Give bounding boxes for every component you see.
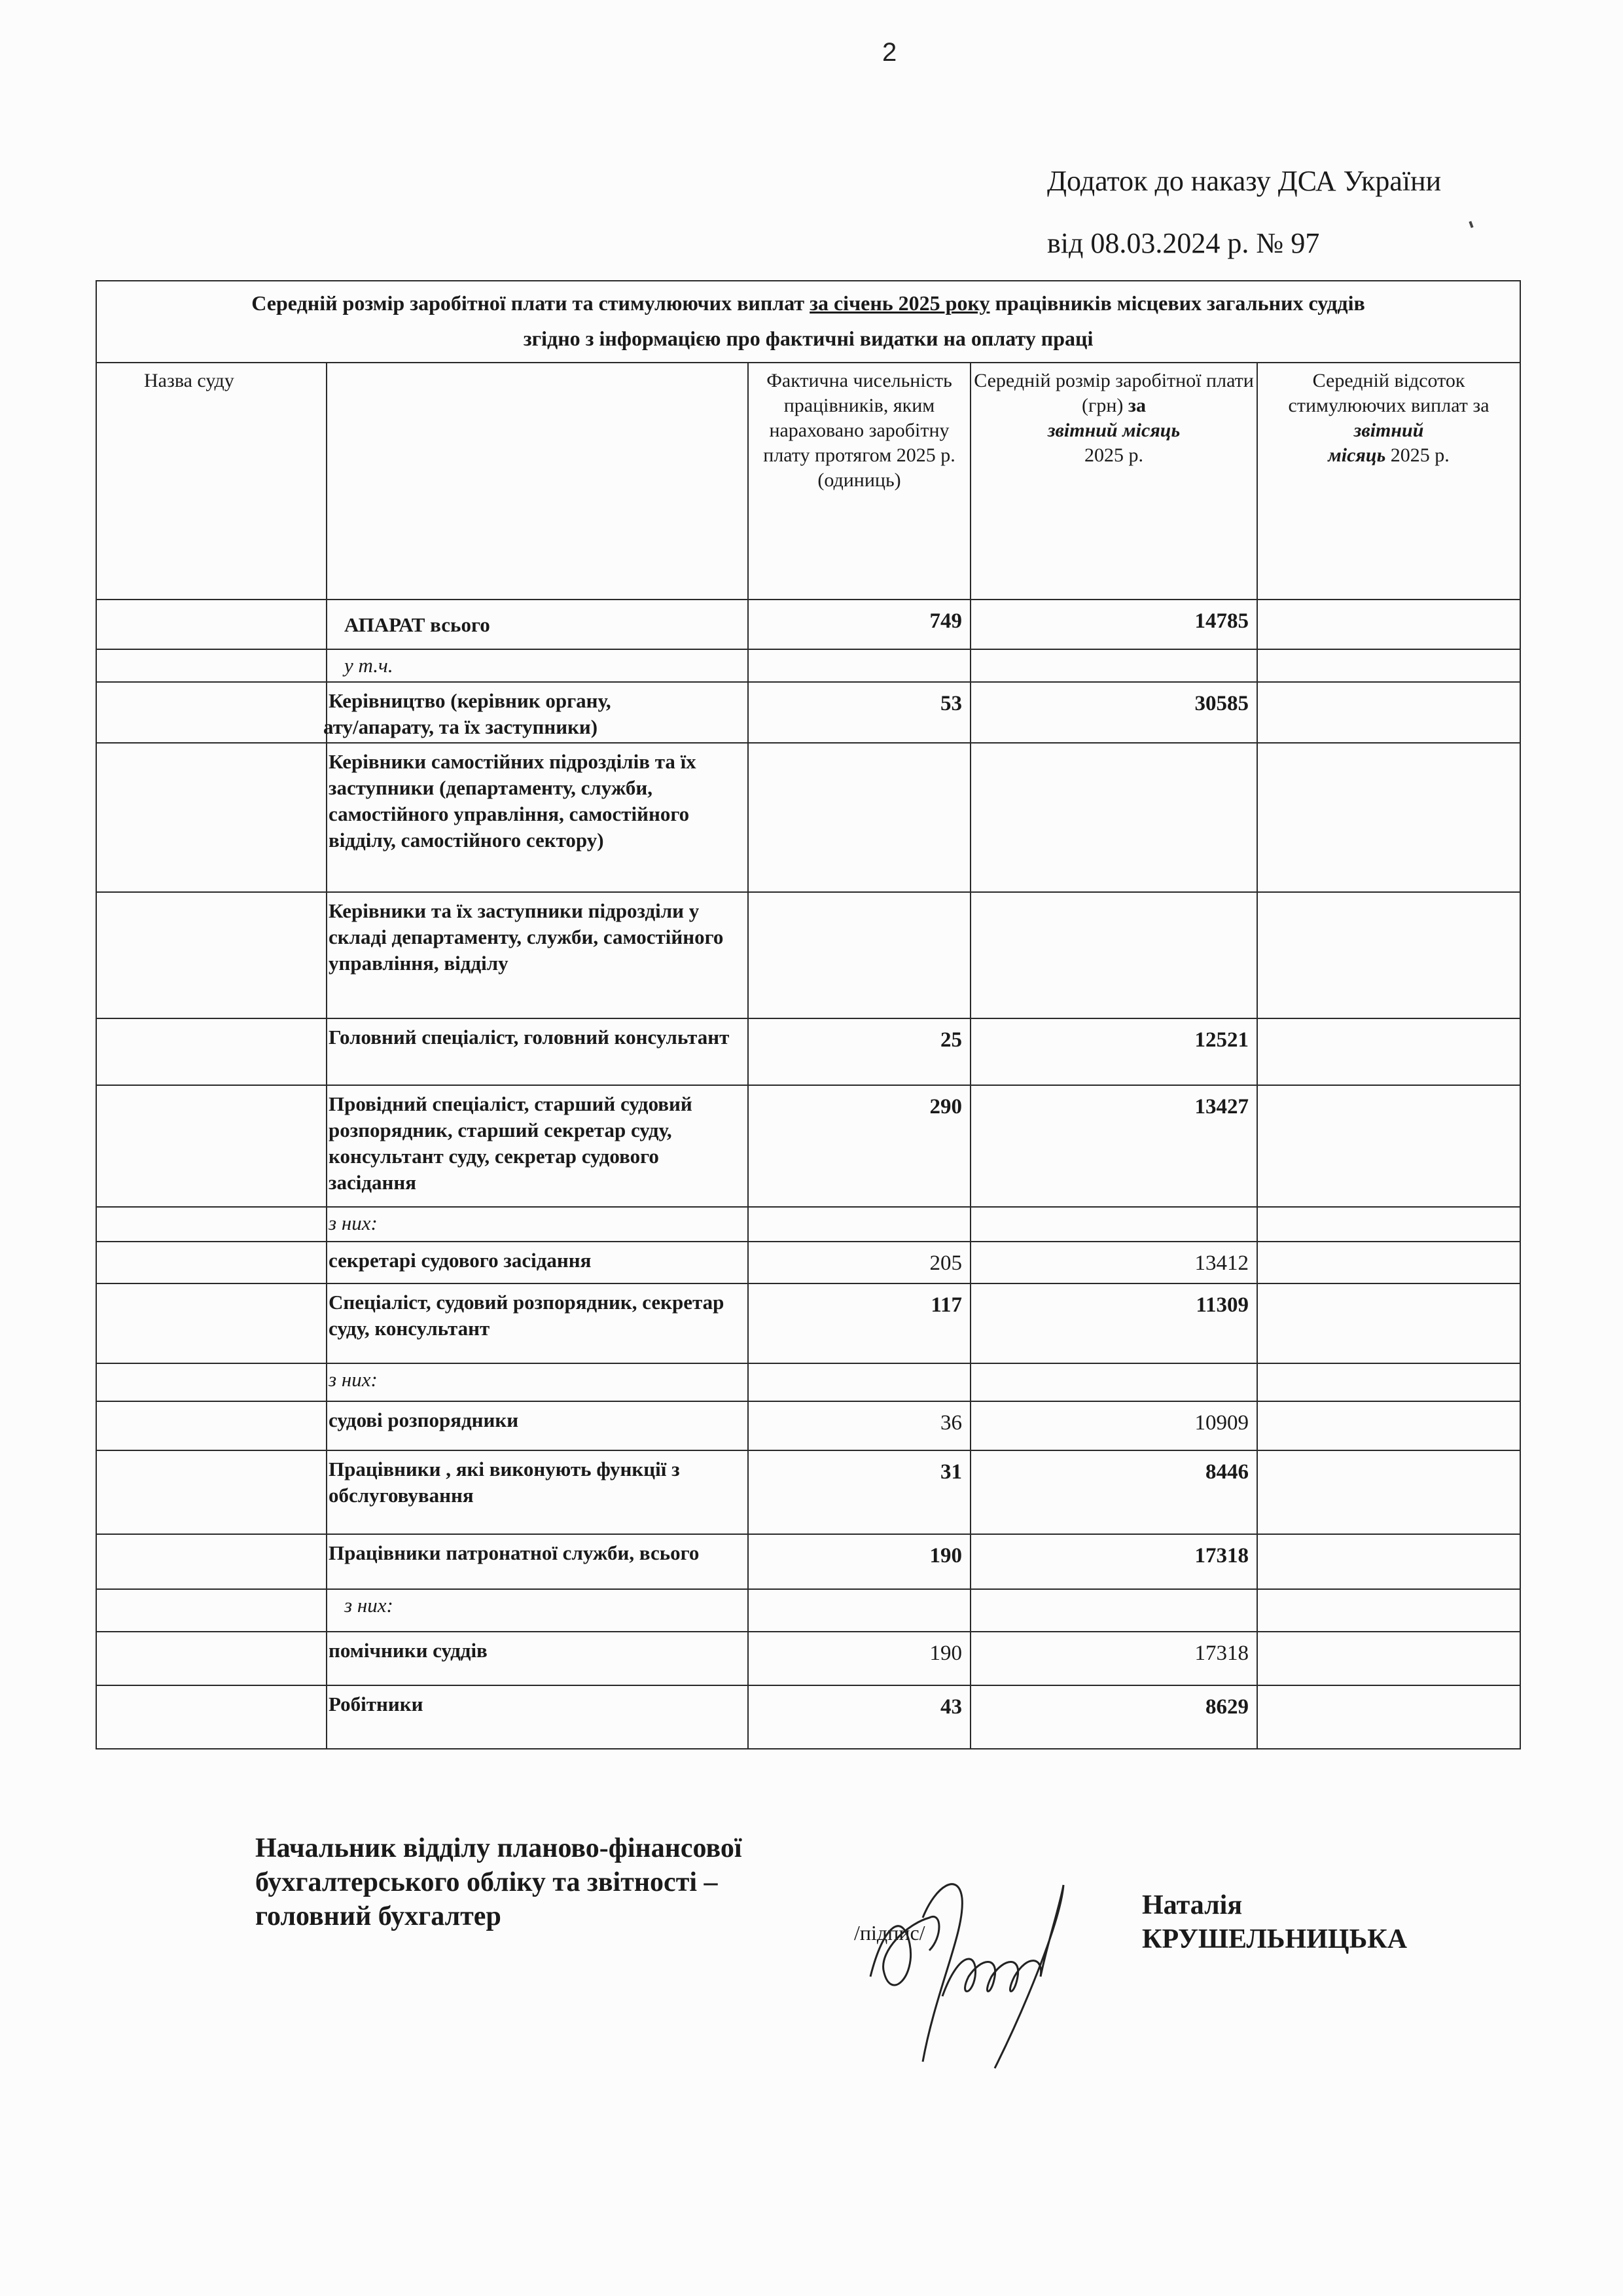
cell-avg-salary: 10909 [971,1401,1257,1450]
cell-court-name [96,1283,327,1363]
cell-position: Керівники самостійних підрозділів та їх заступники (департаменту, служби, самостійного управління, самостійного відділу, самостійного сектору) [327,743,748,892]
col-header-court-name: Назва суду [96,363,327,600]
cell-court-name [96,1685,327,1749]
signature-placeholder: /підпис/ [854,1921,925,1945]
cell-avg-salary: 17318 [971,1632,1257,1685]
cell-position: з них: [327,1363,748,1401]
cell-avg-salary: 11309 [971,1283,1257,1363]
cell-court-name [96,600,327,649]
scan-mark [1469,221,1473,228]
column-header-row [96,363,1520,600]
cell-position: Провідний спеціаліст, старший судовий розпорядник, старший секретар суду, консультант суду, секретар судового засідання [327,1085,748,1207]
cell-avg-salary: 8629 [971,1685,1257,1749]
cell-headcount: 31 [748,1450,971,1534]
cell-avg-bonus [1257,1632,1520,1685]
cell-avg-bonus [1257,1085,1520,1207]
table-row [96,892,1520,1018]
cell-headcount: 290 [748,1085,971,1207]
cell-court-name [96,1401,327,1450]
cell-avg-salary [971,1589,1257,1632]
salary-table [96,280,1521,1749]
cell-position: Керівники та їх заступники підрозділи у складі департаменту, служби, самостійного управління, відділу [327,892,748,1018]
cell-headcount [748,892,971,1018]
signatory-position: Начальник відділу планово-фінансової бухгалтерського обліку та звітності – головний бухгалтер [255,1833,742,1931]
col-header-headcount: Фактична чисельність працівників, яким нараховано заробітну плату протягом 2025 р. (одиниць) [748,363,971,600]
table-row [96,600,1520,649]
appendix-heading: Додаток до наказу ДСА України [1047,165,1442,197]
cell-position: Робітники [327,1685,748,1749]
table-row [96,1207,1520,1242]
cell-position: з них: [327,1207,748,1242]
cell-avg-bonus [1257,1363,1520,1401]
table-row [96,743,1520,892]
cell-headcount: 190 [748,1534,971,1589]
table-row [96,1085,1520,1207]
cell-avg-salary: 8446 [971,1450,1257,1534]
cell-court-name [96,1363,327,1401]
cell-avg-bonus [1257,1207,1520,1242]
table-row [96,1685,1520,1749]
cell-position: Спеціаліст, судовий розпорядник, секретар суду, консультант [327,1283,748,1363]
cell-avg-salary [971,892,1257,1018]
cell-avg-bonus [1257,1685,1520,1749]
cell-court-name [96,1018,327,1085]
table-row [96,649,1520,682]
table-row [96,1589,1520,1632]
cell-court-name [96,743,327,892]
cell-headcount: 43 [748,1685,971,1749]
cell-avg-bonus [1257,1401,1520,1450]
col-header-avg-bonus: Середній відсоток стимулюючих виплат за звітний місяць 2025 р. [1257,363,1520,600]
table-title-row [96,281,1520,363]
cell-court-name [96,1450,327,1534]
cell-avg-bonus [1257,1534,1520,1589]
cell-position: Працівники патронатної служби, всього [327,1534,748,1589]
table-row [96,1363,1520,1401]
page-number: 2 [882,38,897,67]
cell-avg-salary: 14785 [971,600,1257,649]
cell-headcount: 117 [748,1283,971,1363]
cell-headcount [748,743,971,892]
cell-avg-bonus [1257,1018,1520,1085]
cell-avg-salary [971,1363,1257,1401]
cell-headcount [748,1363,971,1401]
cell-avg-bonus [1257,1589,1520,1632]
signatory-name: Наталія КРУШЕЛЬНИЦЬКА [1142,1890,1408,1954]
cell-avg-salary [971,1207,1257,1242]
title-period: за січень 2025 року [810,291,990,315]
order-date: від 08.03.2024 р. № 97 [1047,227,1320,259]
cell-court-name [96,1534,327,1589]
cell-court-name [96,892,327,1018]
cell-headcount: 25 [748,1018,971,1085]
cell-avg-bonus [1257,892,1520,1018]
cell-court-name [96,1242,327,1283]
cell-headcount: 205 [748,1242,971,1283]
cell-position: секретарі судового засідання [327,1242,748,1283]
cell-court-name [96,1632,327,1685]
cell-position: з них: [327,1589,748,1632]
cell-headcount: 749 [748,600,971,649]
cell-court-name [96,1207,327,1242]
table-body [96,600,1520,1749]
cell-avg-bonus [1257,682,1520,743]
cell-avg-salary [971,649,1257,682]
table-row [96,1632,1520,1685]
handwritten-signature-icon [844,1846,1152,2081]
col-header-avg-salary: Середній розмір заробітної плати (грн) за звітний місяць 2025 р. [971,363,1257,600]
cell-position: Керівництво (керівник органу, ату/апарату, та їх заступники) [327,682,748,743]
cell-headcount: 36 [748,1401,971,1450]
cell-avg-salary: 30585 [971,682,1257,743]
cell-avg-salary: 13412 [971,1242,1257,1283]
table-title: Середній розмір заробітної плати та стимулюючих виплат за січень 2025 року працівників місцевих загальних суддів згідно з інформацією про фактичні видатки на оплату праці [96,281,1520,363]
cell-headcount: 190 [748,1632,971,1685]
cell-court-name [96,1589,327,1632]
table-row [96,1242,1520,1283]
cell-position: АПАРАТ всього [327,600,748,649]
table-row [96,1283,1520,1363]
cell-avg-bonus [1257,1242,1520,1283]
table-row [96,1450,1520,1534]
cell-avg-bonus [1257,743,1520,892]
cell-position: помічники суддів [327,1632,748,1685]
col-header-position [327,363,748,600]
cell-avg-salary [971,743,1257,892]
cell-avg-bonus [1257,600,1520,649]
cell-avg-bonus [1257,1450,1520,1534]
cell-position: у т.ч. [327,649,748,682]
salary-table-container [96,280,1520,1749]
cell-headcount: 53 [748,682,971,743]
cell-court-name [96,682,327,743]
cell-avg-bonus [1257,649,1520,682]
cell-avg-salary: 17318 [971,1534,1257,1589]
cell-avg-bonus [1257,1283,1520,1363]
cell-headcount [748,649,971,682]
cell-court-name [96,649,327,682]
cell-position: судові розпорядники [327,1401,748,1450]
table-row [96,1401,1520,1450]
table-row [96,682,1520,743]
cell-headcount [748,1207,971,1242]
cell-position: Працівники , які виконують функції з обслуговування [327,1450,748,1534]
cell-avg-salary: 12521 [971,1018,1257,1085]
cell-court-name [96,1085,327,1207]
table-row [96,1018,1520,1085]
cell-headcount [748,1589,971,1632]
cell-position: Головний спеціаліст, головний консультант [327,1018,748,1085]
table-row [96,1534,1520,1589]
cell-avg-salary: 13427 [971,1085,1257,1207]
